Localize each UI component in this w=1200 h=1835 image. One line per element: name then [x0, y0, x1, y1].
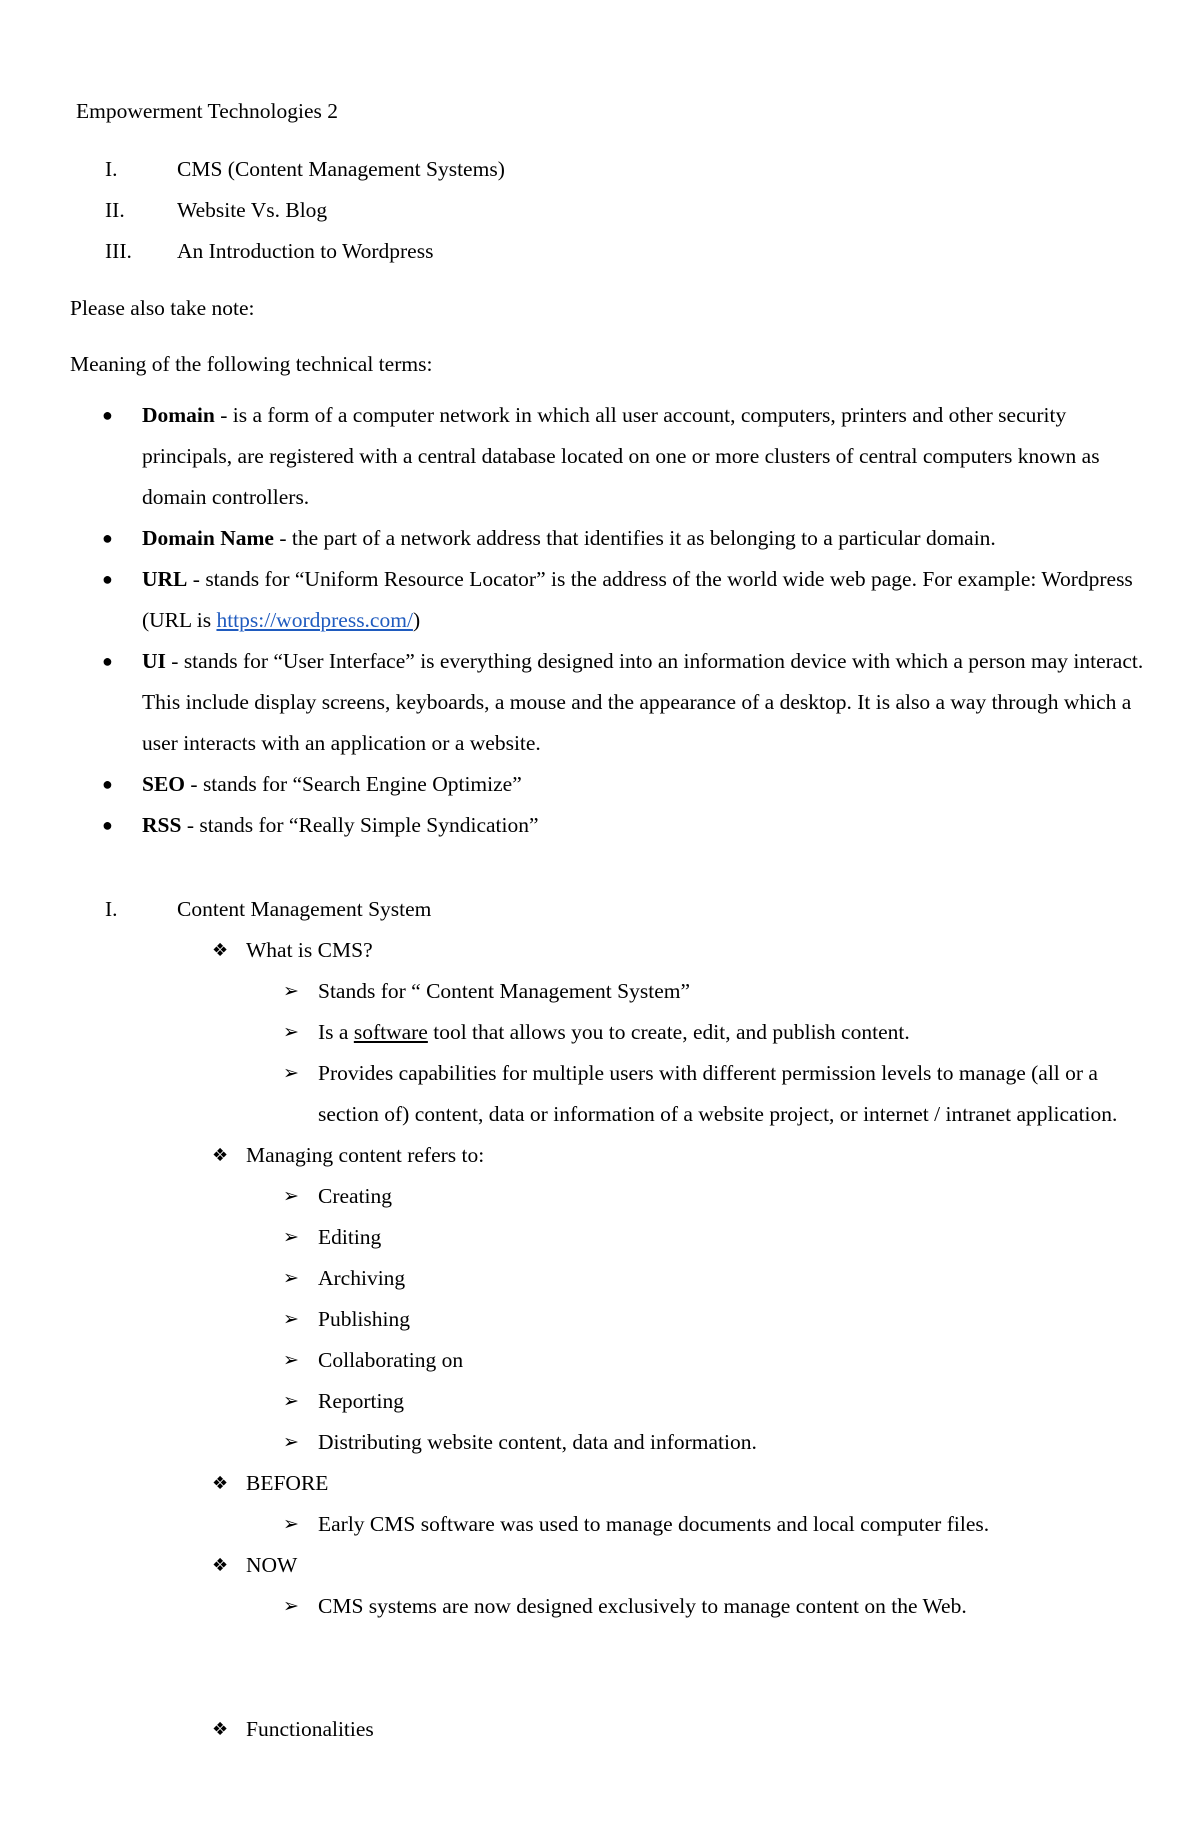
diamond-icon: ❖	[212, 1719, 229, 1740]
note-paragraph: Please also take note:	[70, 296, 255, 320]
outline-number: II.	[105, 198, 125, 222]
outline-item	[105, 231, 805, 272]
bullet-icon: ●	[102, 651, 113, 671]
section-number: I.	[105, 897, 118, 921]
list-item-text: Archiving	[318, 1266, 406, 1290]
arrow-icon: ➢	[283, 1349, 299, 1371]
what-is-cms-heading	[212, 930, 1162, 971]
document-title: Empowerment Technologies 2	[76, 99, 339, 123]
bullet-icon: ●	[102, 405, 113, 425]
list-item-text: CMS systems are now designed exclusively to manage content on the Web.	[318, 1594, 967, 1618]
now-heading	[212, 1545, 1162, 1586]
list-item-text: Is a	[318, 1020, 354, 1044]
list-item-text: Creating	[318, 1184, 393, 1208]
list-item-text: Publishing	[318, 1307, 410, 1331]
arrow-icon: ➢	[283, 1021, 299, 1043]
list-item-text: Collaborating on	[318, 1348, 464, 1372]
outline-item	[105, 190, 805, 231]
what-is-cms-list	[212, 971, 1163, 1135]
outline-item	[105, 149, 805, 190]
bullet-icon: ●	[102, 774, 113, 794]
outline-text: CMS (Content Management Systems)	[177, 157, 505, 181]
terms-intro: Meaning of the following technical terms:	[70, 352, 433, 376]
arrow-icon: ➢	[283, 1226, 299, 1248]
section-title: Content Management System	[177, 897, 432, 921]
arrow-icon: ➢	[283, 1308, 299, 1330]
outline-number: I.	[105, 157, 118, 181]
bullet-icon: ●	[102, 528, 113, 548]
outline-text: An Introduction to Wordpress	[177, 239, 434, 263]
list-item	[283, 971, 1163, 1012]
term-description-end: )	[412, 608, 421, 632]
arrow-icon: ➢	[283, 1185, 299, 1207]
managing-content-list	[212, 1176, 1163, 1463]
list-item	[283, 1217, 1163, 1258]
list-item	[283, 1053, 1163, 1135]
bullet-icon: ●	[102, 569, 113, 589]
before-list	[212, 1504, 1163, 1545]
outline-text: Website Vs. Blog	[177, 198, 328, 222]
term-description: - stands for “Uniform Resource Locator” is the address of the world wide web page. For example: Wordpress (URL is	[142, 567, 1133, 632]
list-item-text: Editing	[318, 1225, 382, 1249]
subheading-text: Managing content refers to:	[246, 1143, 485, 1167]
before-heading	[212, 1463, 1162, 1504]
term-name: SEO	[142, 772, 186, 796]
list-item	[283, 1381, 1163, 1422]
arrow-icon: ➢	[283, 1513, 299, 1535]
list-item	[283, 1258, 1163, 1299]
term-domain	[70, 395, 1150, 518]
subheading-text: BEFORE	[246, 1471, 329, 1495]
arrow-icon: ➢	[283, 1062, 299, 1084]
term-ui	[70, 641, 1150, 764]
subheading-text: Functionalities	[246, 1717, 374, 1741]
managing-content-heading	[212, 1135, 1162, 1176]
list-item-text: Early CMS software was used to manage documents and local computer files.	[318, 1512, 990, 1536]
wordpress-link[interactable]: https://wordpress.com/	[216, 608, 413, 632]
term-description: - the part of a network address that identifies it as belonging to a particular domain.	[273, 526, 996, 550]
now-list	[212, 1586, 1163, 1627]
functionalities-heading	[212, 1709, 1162, 1750]
list-item	[283, 1586, 1163, 1627]
list-item	[283, 1504, 1163, 1545]
subheading-text: What is CMS?	[246, 938, 373, 962]
term-name: Domain	[142, 403, 215, 427]
list-item-text: Distributing website content, data and information.	[318, 1430, 757, 1454]
term-name: UI	[142, 649, 166, 673]
arrow-icon: ➢	[283, 1267, 299, 1289]
diamond-icon: ❖	[212, 1555, 229, 1576]
list-item-text-end: tool that allows you to create, edit, and publish content.	[427, 1020, 910, 1044]
subheading-text: NOW	[246, 1553, 298, 1577]
technical-terms-list	[70, 395, 1150, 846]
term-seo	[70, 764, 1150, 805]
list-item-text: Reporting	[318, 1389, 404, 1413]
arrow-icon: ➢	[283, 1431, 299, 1453]
term-description: - stands for “Really Simple Syndication”	[181, 813, 539, 837]
term-description: - stands for “Search Engine Optimize”	[185, 772, 522, 796]
term-description: - stands for “User Interface” is everything designed into an information device with which a person may interact. This include display screens, keyboards, a mouse and the appearance of a desktop. It is also a way through which a user interacts with an application or a website.	[142, 649, 1144, 755]
list-item	[283, 1422, 1163, 1463]
arrow-icon: ➢	[283, 1595, 299, 1617]
term-name: RSS	[142, 813, 182, 837]
underlined-word: software	[353, 1020, 428, 1044]
list-item	[283, 1176, 1163, 1217]
term-domain-name	[70, 518, 1150, 559]
cms-details	[212, 930, 1162, 1750]
spacer	[212, 1627, 1162, 1709]
diamond-icon: ❖	[212, 1145, 229, 1166]
term-url	[70, 559, 1150, 641]
list-item	[283, 1012, 1163, 1053]
diamond-icon: ❖	[212, 940, 229, 961]
bullet-icon: ●	[102, 815, 113, 835]
arrow-icon: ➢	[283, 1390, 299, 1412]
diamond-icon: ❖	[212, 1473, 229, 1494]
term-description: - is a form of a computer network in which all user account, computers, printers and other security principals, are registered with a central database located on one or more clusters of central computers known as domain controllers.	[142, 403, 1100, 509]
outline-number: III.	[105, 239, 132, 263]
list-item	[283, 1340, 1163, 1381]
term-rss	[70, 805, 1150, 846]
term-name: URL	[142, 567, 188, 591]
list-item-text: Provides capabilities for multiple users with different permission levels to manage (all or a section of) content, data or information of a website project, or internet / intranet application.	[318, 1061, 1118, 1126]
arrow-icon: ➢	[283, 980, 299, 1002]
list-item	[283, 1299, 1163, 1340]
term-name: Domain Name	[142, 526, 274, 550]
section-heading	[105, 889, 805, 930]
list-item-text: Stands for “ Content Management System”	[318, 979, 690, 1003]
